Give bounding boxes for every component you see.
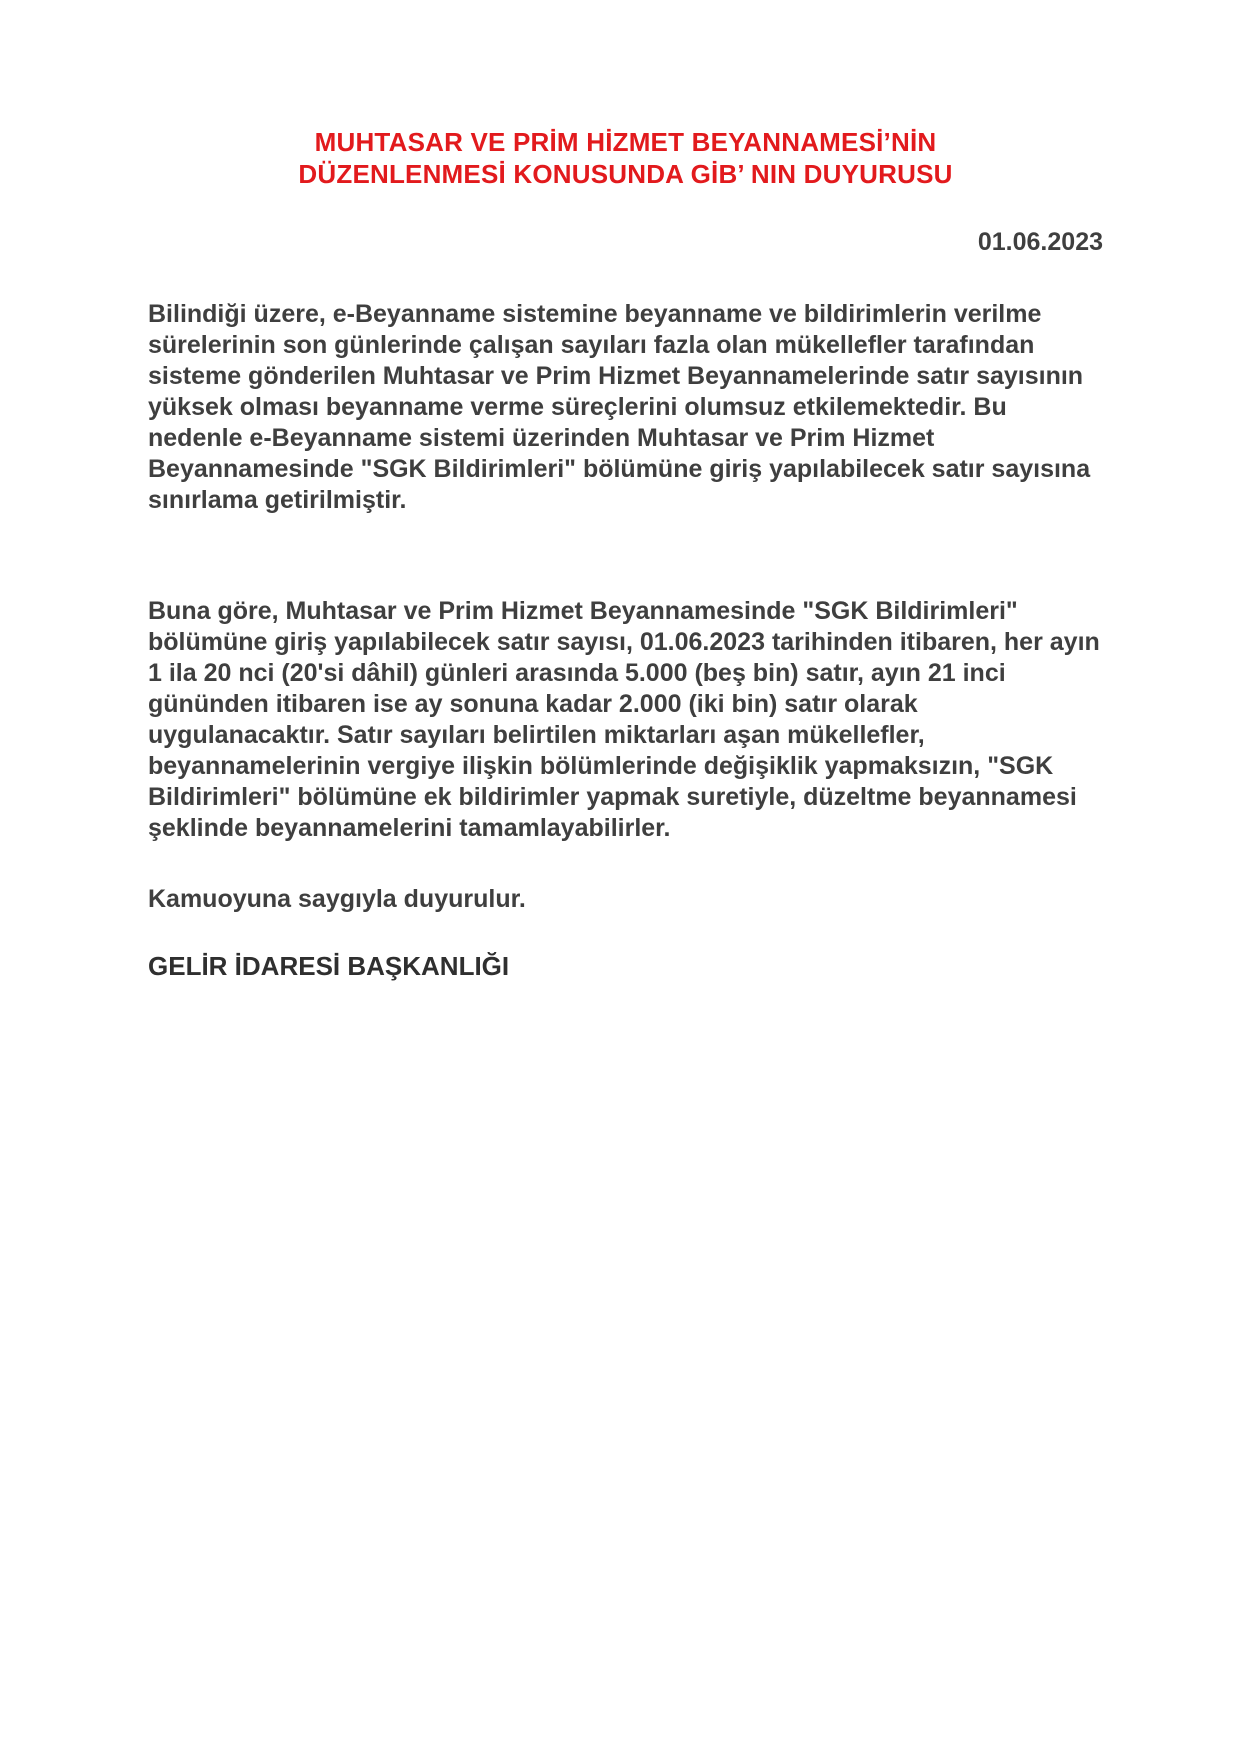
document-title-line2: DÜZENLENMESİ KONUSUNDA GİB’ NIN DUYURUSU <box>298 159 953 189</box>
document-title-line1: MUHTASAR VE PRİM HİZMET BEYANNAMESİ’NİN <box>314 127 937 157</box>
document-title <box>148 126 1103 190</box>
signature-gib: GELİR İDARESİ BAŞKANLIĞI <box>148 951 510 981</box>
document-date: 01.06.2023 <box>977 228 1103 256</box>
closing-statement: Kamuoyuna saygıyla duyurulur. <box>148 885 526 913</box>
paragraph-rules: Buna göre, Muhtasar ve Prim Hizmet Beyannamesinde "SGK Bildirimleri" bölümüne giriş yapılabilecek satır sayısı, 01.06.2023 tarihinden itibaren, her ayın 1 ila 20 nci (20'si dâhil) günleri arasında 5.000 (beş bin) satır, ayın 21 inci gününden itibaren ise ay sonuna kadar 2.000 (iki bin) satır olarak uygulanacaktır. Satır sayıları belirtilen miktarları aşan mükellefler, beyannamelerinin vergiye ilişkin bölümlerinde değişiklik yapmaksızın, "SGK Bildirimleri" bölümüne ek bildirimler yapmak suretiyle, düzeltme beyannamesi şeklinde beyannamelerini tamamlayabilirler. <box>148 597 1100 842</box>
paragraph-intro: Bilindiği üzere, e-Beyanname sistemine beyanname ve bildirimlerin verilme sürelerinin son günlerinde çalışan sayıları fazla olan mükellefler tarafından sisteme gönderilen Muhtasar ve Prim Hizmet Beyannamelerinde satır sayısının yüksek olması beyanname verme süreçlerini olumsuz etkilemektedir. Bu nedenle e-Beyanname sistemi üzerinden Muhtasar ve Prim Hizmet Beyannamesinde "SGK Bildirimleri" bölümüne giriş yapılabilecek satır sayısına sınırlama getirilmiştir. <box>148 300 1091 514</box>
